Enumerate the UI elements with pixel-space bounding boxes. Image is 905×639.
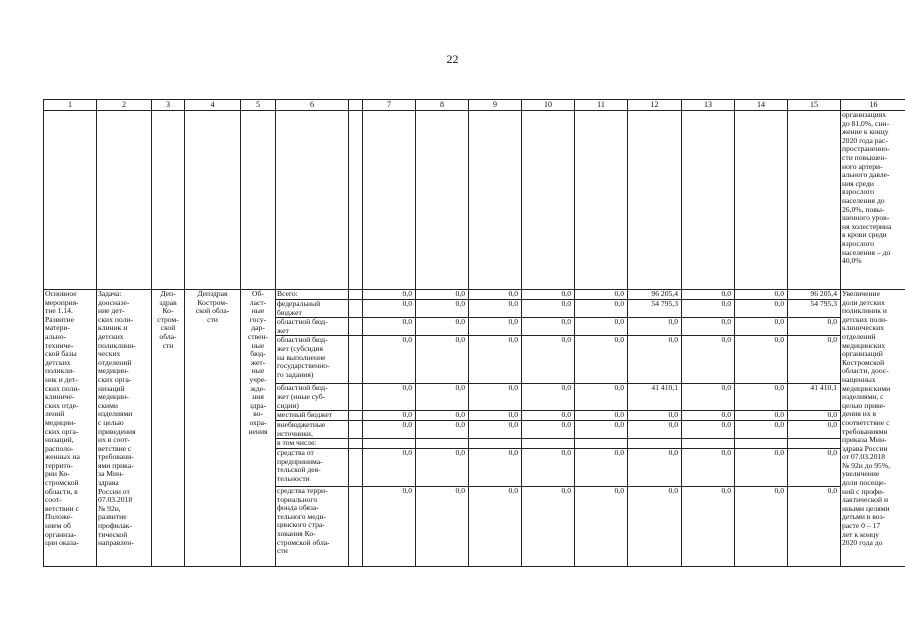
value-cell: 96 205,4 xyxy=(628,290,682,300)
value-cell: 0,0 xyxy=(735,421,788,439)
value-cell xyxy=(469,439,522,449)
value-cell: 0,0 xyxy=(682,486,735,566)
responsible-cell: Деп- здрав Ко- стром- ской обла- сти xyxy=(152,290,185,567)
value-cell: 0,0 xyxy=(682,300,735,318)
spacer-cell xyxy=(349,318,363,336)
value-cell: 0,0 xyxy=(682,336,735,384)
value-cell: 0,0 xyxy=(575,290,628,300)
value-cell: 0,0 xyxy=(735,448,788,486)
value-cell: 0,0 xyxy=(522,448,575,486)
col-header: 10 xyxy=(522,100,575,111)
value-cell: 0,0 xyxy=(575,421,628,439)
spacer-cell xyxy=(349,300,363,318)
funding-source-cell: средства терри- ториального фонда обяза- тельного меди- цинского стра- хования Ко- стромской обла- сти xyxy=(276,486,349,566)
executor-cell: Депздрав Костром- ской обла- сти xyxy=(185,290,241,567)
value-cell: 0,0 xyxy=(788,318,841,336)
value-cell: 41 410,1 xyxy=(788,384,841,411)
value-cell: 0,0 xyxy=(469,486,522,566)
value-cell xyxy=(575,439,628,449)
value-cell: 0,0 xyxy=(416,384,469,411)
col-header: 15 xyxy=(788,100,841,111)
value-cell: 0,0 xyxy=(363,318,416,336)
target-indicator-cell: организациях до 81,0%, сни- жение к концу 2020 года рас- пространенно- сти повышен- ного артери- ального давле- ния среди взрослого населения до 26,0%, повы- шенного уров- ня холестерина в крови среди взрослого населения – до 40,0% xyxy=(841,111,905,290)
spacer-cell xyxy=(349,411,363,421)
value-cell xyxy=(735,439,788,449)
expected-result-cell: Увеличение доли детских поликлиник и детских поли- клинических отделений медицинских организаций Костромской области, доос- нащенных медицинскими изделиями, с целью приве- дения их в соответствие с требованиями приказа Мин- здрава России от 07.03.2018 № 92н до 95%, увеличение доли посеще- ний с профи- лактической и иными целями детьми в воз- расте 0 – 17 лет к концу 2020 года до xyxy=(841,290,905,567)
value-cell: 54 795,3 xyxy=(788,300,841,318)
value-cell: 0,0 xyxy=(522,290,575,300)
measure-name-cell: Основное мероприя- тие 1.14. Развитие матери- ально- техниче- ской базы детских поликли- ник и дет- ских поли- клиниче- ских отде- лений медицин- ских орга- низаций, располо- женных на террито- рии Ко- стромской области, в соот- ветствии с Положе- нием об организа- ции оказа- xyxy=(44,290,97,567)
spacer-cell xyxy=(349,421,363,439)
value-cell: 0,0 xyxy=(522,300,575,318)
value-cell xyxy=(416,439,469,449)
value-cell: 0,0 xyxy=(469,411,522,421)
value-cell: 0,0 xyxy=(682,448,735,486)
value-cell: 0,0 xyxy=(416,300,469,318)
col-header: 14 xyxy=(735,100,788,111)
value-cell: 0,0 xyxy=(522,411,575,421)
program-table xyxy=(43,99,905,567)
value-cell: 0,0 xyxy=(469,318,522,336)
col-header: 13 xyxy=(682,100,735,111)
value-cell xyxy=(628,439,682,449)
value-cell: 0,0 xyxy=(416,486,469,566)
spacer-cell xyxy=(349,336,363,384)
value-cell: 0,0 xyxy=(628,448,682,486)
value-cell: 0,0 xyxy=(363,411,416,421)
value-cell xyxy=(363,439,416,449)
value-cell: 0,0 xyxy=(788,336,841,384)
funding-source-cell: внебюджетные источники, xyxy=(276,421,349,439)
value-cell: 0,0 xyxy=(469,290,522,300)
value-cell: 0,0 xyxy=(469,336,522,384)
continuation-row xyxy=(44,111,905,290)
value-cell: 0,0 xyxy=(735,336,788,384)
value-cell: 41 410,1 xyxy=(628,384,682,411)
value-cell: 0,0 xyxy=(735,384,788,411)
value-cell: 0,0 xyxy=(363,336,416,384)
funding-source-cell: Всего: xyxy=(276,290,349,300)
funding-source-cell: в том числе: xyxy=(276,439,349,449)
value-cell: 0,0 xyxy=(682,318,735,336)
spacer-cell xyxy=(349,448,363,486)
value-cell: 0,0 xyxy=(788,411,841,421)
value-cell: 0,0 xyxy=(628,486,682,566)
value-cell xyxy=(522,439,575,449)
value-cell: 0,0 xyxy=(788,486,841,566)
value-cell: 0,0 xyxy=(522,421,575,439)
value-cell: 0,0 xyxy=(363,384,416,411)
col-header: 1 xyxy=(44,100,97,111)
spacer-cell xyxy=(349,439,363,449)
value-cell: 0,0 xyxy=(575,336,628,384)
value-cell: 0,0 xyxy=(682,411,735,421)
funding-source-cell: областной бюд- жет (иные суб- сидии) xyxy=(276,384,349,411)
value-cell: 0,0 xyxy=(363,448,416,486)
page-number: 22 xyxy=(446,52,459,66)
spacer-cell xyxy=(349,486,363,566)
value-cell: 0,0 xyxy=(416,448,469,486)
task-cell: Задача: доосназе- ние дет- ских поли- клиник и детских поликлини- ческих отделений медицин- ских орга- низаций медицин- скими изделиями с целью приведения их в соот- ветствие с требовани- ями прика- за Мин- здрава России от 07.03.2018 № 92н, развитие профилак- тической направлен- xyxy=(97,290,152,567)
value-cell: 0,0 xyxy=(522,486,575,566)
spacer-cell xyxy=(349,384,363,411)
value-cell: 0,0 xyxy=(416,290,469,300)
col-header: 5 xyxy=(241,100,276,111)
value-cell: 0,0 xyxy=(575,486,628,566)
col-header: 4 xyxy=(185,100,241,111)
value-cell: 96 205,4 xyxy=(788,290,841,300)
col-header: 2 xyxy=(97,100,152,111)
value-cell: 0,0 xyxy=(469,421,522,439)
spacer-cell xyxy=(349,290,363,300)
value-cell: 0,0 xyxy=(575,411,628,421)
value-cell: 0,0 xyxy=(363,300,416,318)
funding-source-cell: федеральный бюджет xyxy=(276,300,349,318)
funding-source-cell: местный бюджет xyxy=(276,411,349,421)
value-cell: 0,0 xyxy=(788,421,841,439)
col-header: 3 xyxy=(152,100,185,111)
value-cell: 0,0 xyxy=(735,300,788,318)
value-cell: 0,0 xyxy=(363,421,416,439)
value-cell: 0,0 xyxy=(416,318,469,336)
col-header: 16 xyxy=(841,100,905,111)
value-cell: 0,0 xyxy=(735,411,788,421)
value-cell: 0,0 xyxy=(575,384,628,411)
value-cell: 0,0 xyxy=(469,300,522,318)
value-cell: 0,0 xyxy=(363,486,416,566)
col-header: 9 xyxy=(469,100,522,111)
value-cell: 0,0 xyxy=(575,318,628,336)
value-cell xyxy=(682,439,735,449)
header-row xyxy=(44,100,905,111)
value-cell: 0,0 xyxy=(628,318,682,336)
value-cell: 0,0 xyxy=(416,336,469,384)
value-cell: 0,0 xyxy=(788,448,841,486)
value-cell: 0,0 xyxy=(735,290,788,300)
value-cell xyxy=(788,439,841,449)
value-cell: 0,0 xyxy=(522,318,575,336)
col-header: 12 xyxy=(628,100,682,111)
value-cell: 0,0 xyxy=(363,290,416,300)
value-cell: 0,0 xyxy=(682,290,735,300)
col-header: 6 xyxy=(276,100,349,111)
value-cell: 0,0 xyxy=(682,384,735,411)
value-cell: 0,0 xyxy=(735,486,788,566)
value-cell: 0,0 xyxy=(469,448,522,486)
col-header: 11 xyxy=(575,100,628,111)
funding-source-cell: областной бюд- жет (субсидия на выполнение государственно- го задания) xyxy=(276,336,349,384)
value-cell: 0,0 xyxy=(735,318,788,336)
value-cell: 0,0 xyxy=(628,336,682,384)
value-cell: 0,0 xyxy=(628,411,682,421)
value-cell: 0,0 xyxy=(522,336,575,384)
funding-source-cell: средства от предпринима- тельской дея- тельности xyxy=(276,448,349,486)
value-cell: 0,0 xyxy=(522,384,575,411)
value-cell: 0,0 xyxy=(628,421,682,439)
value-cell: 0,0 xyxy=(575,300,628,318)
col-header xyxy=(349,100,363,111)
value-cell: 0,0 xyxy=(416,421,469,439)
value-cell: 0,0 xyxy=(575,448,628,486)
table-row xyxy=(44,290,905,300)
participant-cell: Об- ласт- ные госу- дар- ствен- ные бюд- жет- ные учре- жде- ния здра- во- охра- нения xyxy=(241,290,276,567)
value-cell: 0,0 xyxy=(469,384,522,411)
col-header: 7 xyxy=(363,100,416,111)
funding-source-cell: областной бюд- жет xyxy=(276,318,349,336)
value-cell: 54 795,3 xyxy=(628,300,682,318)
value-cell: 0,0 xyxy=(416,411,469,421)
value-cell: 0,0 xyxy=(682,421,735,439)
col-header: 8 xyxy=(416,100,469,111)
